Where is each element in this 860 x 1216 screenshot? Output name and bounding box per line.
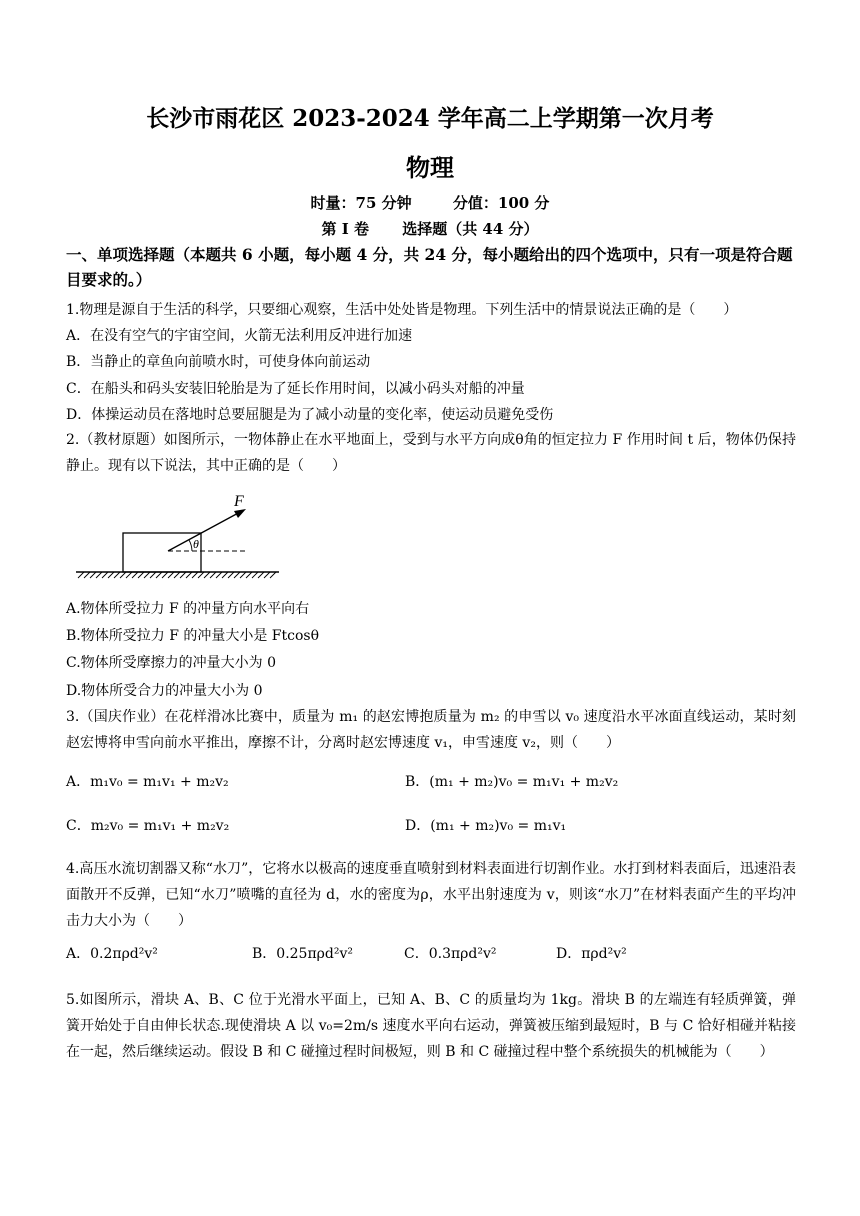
q4-option-b: B．0.25πρd²v² <box>252 946 353 962</box>
volume-label: 第 I 卷 <box>321 220 369 238</box>
q3-option-c: C．m₂v₀ = m₁v₁ + m₂v₂ <box>66 818 230 834</box>
q4-stem: 4.高压水流切割器又称“水刀”，它将水以极高的速度垂直喷射到材料表面进行切割作业。水打到材料表面后，迅速沿表面散开不反弹，已知“水刀”喷嘴的直径为 d，水的密度为ρ，水平出射速度为 v，则该“水刀”在材料表面产生的平均冲击力大小为（ ） <box>66 861 796 929</box>
subject-title: 物理 <box>406 153 454 182</box>
q2-option-b: B.物体所受拉力 F 的冲量大小是 Ftcosθ <box>66 628 320 644</box>
force-label: F <box>234 493 244 510</box>
force-arrow <box>168 511 242 551</box>
q5-stem: 5.如图所示，滑块 A、B、C 位于光滑水平面上，已知 A、B、C 的质量均为 1kg。滑块 B 的左端连有轻质弹簧，弹簧开始处于自由伸长状态.现使滑块 A 以 v₀=2m/s 速度水平向右运动，弹簧被压缩到最短时，B 与 C 恰好相碰并粘接在一起，然后继续运动。假设 B 和 C 碰撞过程时间极短，则 B 和 C 碰撞过程中整个系统损失的机械能为（ ） <box>66 992 796 1060</box>
exam-title: 长沙市雨花区 2023-2024 学年高二上学期第一次月考 <box>146 105 714 132</box>
exam-score: 分值：100 分 <box>452 194 550 212</box>
q3-option-a: A．m₁v₀ = m₁v₁ + m₂v₂ <box>66 774 229 790</box>
q3-stem: 3.（国庆作业）在花样滑冰比赛中，质量为 m₁ 的赵宏博抱质量为 m₂ 的申雪以 v₀ 速度沿水平冰面直线运动，某时刻赵宏博将申雪向前水平推出，摩擦不计，分离时赵宏博速度 v₁，申雪速度 v₂，则（ ） <box>66 709 796 751</box>
q2-option-c: C.物体所受摩擦力的冲量大小为 0 <box>66 655 277 671</box>
force-arrowhead <box>234 509 246 518</box>
q2-option-d: D.物体所受合力的冲量大小为 0 <box>66 683 263 699</box>
q1-option-a: A．在没有空气的宇宙空间，火箭无法利用反冲进行加速 <box>66 328 413 344</box>
angle-arc <box>189 540 192 551</box>
q2-stem: 2.（教材原题）如图所示，一物体静止在水平地面上，受到与水平方向成θ角的恒定拉力 F 作用时间 t 后，物体仍保持静止。现有以下说法，其中正确的是（ ） <box>66 432 796 474</box>
exam-time: 时量：75 分钟 <box>310 194 412 212</box>
volume-heading <box>0 218 860 239</box>
theta-label: θ <box>193 537 199 551</box>
q1-option-b: B．当静止的章鱼向前喷水时，可使身体向前运动 <box>66 354 371 370</box>
ground-hatching <box>78 572 276 578</box>
section-heading: 一、单项选择题（本题共 6 小题，每小题 4 分，共 24 分，每小题给出的四个选项中，只有一项是符合题目要求的。） <box>66 245 793 289</box>
q4-option-c: C．0.3πρd²v² <box>404 946 497 962</box>
volume-desc: 选择题（共 44 分） <box>402 220 539 238</box>
q1-option-d: D．体操运动员在落地时总要屈腿是为了减小动量的变化率，使运动员避免受伤 <box>66 407 554 423</box>
q4-option-d: D．πρd²v² <box>556 946 627 962</box>
force-diagram <box>72 492 284 584</box>
exam-meta <box>0 192 860 213</box>
q1-stem: 1.物理是源自于生活的科学，只要细心观察，生活中处处皆是物理。下列生活中的情景说法正确的是（ ） <box>66 302 738 318</box>
q3-option-b: B．(m₁ + m₂)v₀ = m₁v₁ + m₂v₂ <box>405 774 619 790</box>
q3-option-d: D．(m₁ + m₂)v₀ = m₁v₁ <box>405 818 567 834</box>
q4-option-a: A．0.2πρd²v² <box>66 946 158 962</box>
q1-option-c: C．在船头和码头安装旧轮胎是为了延长作用时间，以减小码头对船的冲量 <box>66 381 525 397</box>
q2-option-a: A.物体所受拉力 F 的冲量方向水平向右 <box>66 601 310 617</box>
